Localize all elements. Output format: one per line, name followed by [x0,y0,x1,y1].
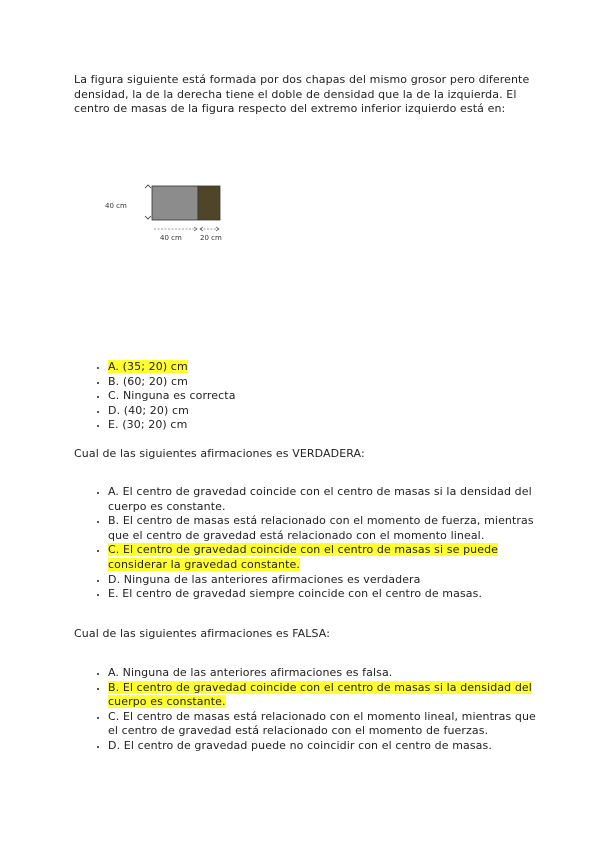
left-plate [152,186,198,220]
right-plate [198,186,220,220]
question1-option: • A. (35; 20) cm [108,360,548,375]
width-dimension-arrows [154,227,219,231]
question2-option: • D. Ninguna de las anteriores afirmaciones es verdadera [108,573,548,588]
question2-option: • A. El centro de gravedad coincide con el centro de masas si la densidad del cuerpo es constante. [108,485,548,514]
question3-options [92,666,548,754]
question2-text: Cual de las siguientes afirmaciones es VERDADERA: [74,447,365,460]
question1-option: • E. (30; 20) cm [108,418,548,433]
question1-option: • B. (60; 20) cm [108,375,548,390]
question2-option: • C. El centro de gravedad coincide con el centro de masas si se puede considerar la gravedad constante. [108,543,548,572]
question1-option: • D. (40; 20) cm [108,404,548,419]
question2-options [92,485,548,602]
question3-option: • C. El centro de masas está relacionado con el momento lineal, mientras que el centro de gravedad está relacionado con el momento de fuerzas. [108,710,548,739]
question3-text: Cual de las siguientes afirmaciones es FALSA: [74,627,331,640]
question2-option: • E. El centro de gravedad siempre coincide con el centro de masas. [108,587,548,602]
right-width-label: 20 cm [200,234,222,242]
question2-option: • B. El centro de masas está relacionado con el momento de fuerza, mientras que el centro de gravedad está relacionado con el momento lineal. [108,514,548,543]
question1-options [92,360,548,433]
question3-option: • A. Ninguna de las anteriores afirmaciones es falsa. [108,666,548,681]
height-label: 40 cm [105,202,127,210]
question1-option: • C. Ninguna es correcta [108,389,548,404]
question1-text: La figura siguiente está formada por dos chapas del mismo grosor pero diferente densidad, la de la derecha tiene el doble de densidad que la de la izquierda. El centro de masas de la figura respecto del extremo inferior izquierdo está en: [74,73,530,116]
two-plates-figure [100,178,240,248]
question3-option: • B. El centro de gravedad coincide con el centro de masas si la densidad del cuerpo es constante. [108,681,548,710]
height-dimension-arrow [145,185,151,219]
question3-option: • D. El centro de gravedad puede no coincidir con el centro de masas. [108,739,548,754]
left-width-label: 40 cm [160,234,182,242]
